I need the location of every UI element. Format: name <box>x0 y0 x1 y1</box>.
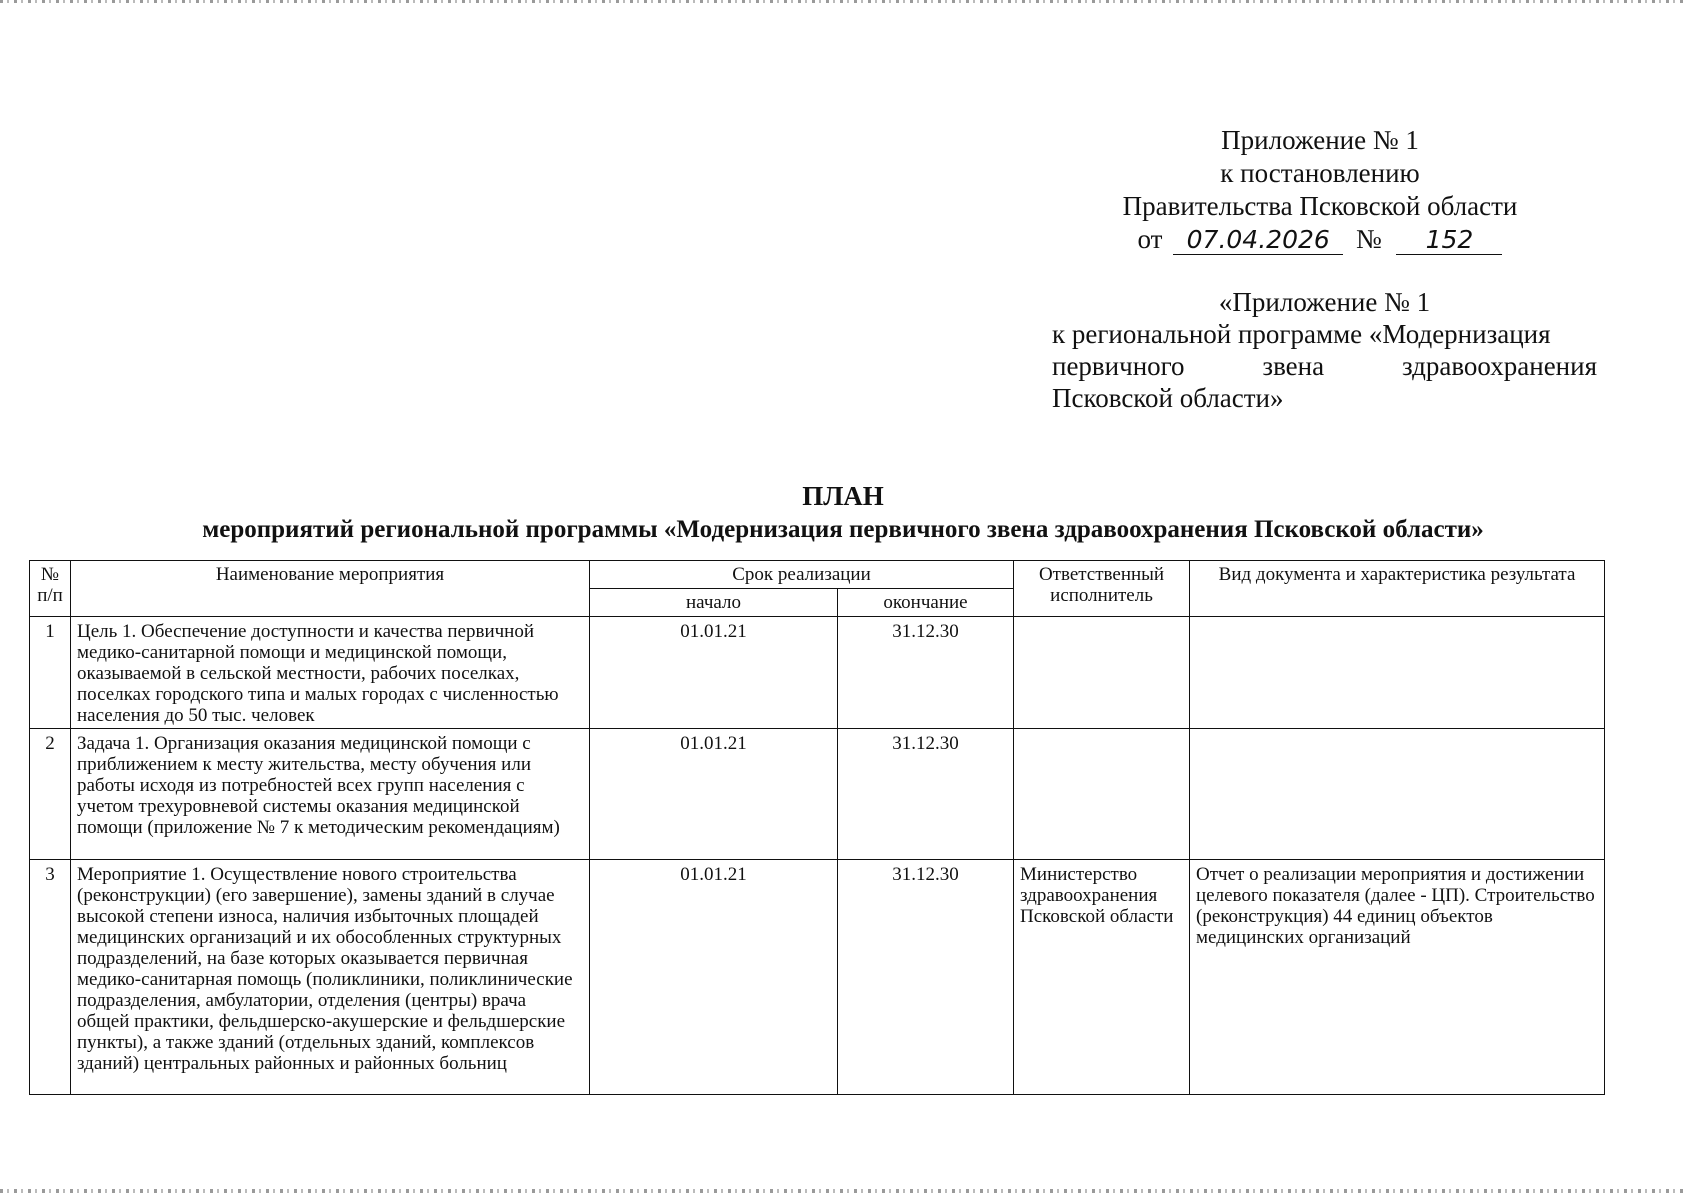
program-ref-word: звена <box>1262 351 1325 381</box>
row-num: 3 <box>30 860 71 1095</box>
handwritten-date: 07.04.2026 <box>1173 226 1343 255</box>
plan-subtitle: мероприятий региональной программы «Модернизация первичного звена здравоохранения Псковской области» <box>202 516 1484 543</box>
row-start: 01.01.21 <box>590 729 838 860</box>
row-result: Отчет о реализации мероприятия и достижении целевого показателя (далее - ЦП). Строительство (реконструкция) 44 единиц объектов медицинских организаций <box>1190 860 1605 1095</box>
approval-date-number-row <box>1090 223 1550 256</box>
header-end: окончание <box>838 589 1014 617</box>
table-row <box>30 617 1605 729</box>
header-period: Срок реализации <box>590 561 1014 589</box>
header-executor: Ответственный исполнитель <box>1014 561 1190 617</box>
row-end: 31.12.30 <box>838 860 1014 1095</box>
row-executor <box>1014 729 1190 860</box>
program-ref-line-4: Псковской области» <box>1052 383 1284 413</box>
row-end: 31.12.30 <box>838 617 1014 729</box>
handwritten-number: 152 <box>1396 226 1502 255</box>
program-ref-line-2: к региональной программе «Модернизация <box>1052 319 1551 349</box>
table-row <box>30 729 1605 860</box>
row-name: Задача 1. Организация оказания медицинской помощи с приближением к месту жительства, месту обучения или работы исходя из потребностей всех групп населения с учетом трехуровневой системы оказания медицинской помощи (приложение № 7 к методическим рекомендациям) <box>71 729 590 860</box>
program-reference-block <box>1052 286 1597 414</box>
program-ref-word: здравоохранения <box>1401 351 1597 381</box>
row-name: Цель 1. Обеспечение доступности и качества первичной медико-санитарной помощи и медицинской помощи, оказываемой в сельской местности, рабочих поселках, поселках городского типа и малых городах с численностью населения до 50 тыс. человек <box>71 617 590 729</box>
table-row <box>30 860 1605 1095</box>
header-start: начало <box>590 589 838 617</box>
program-ref-word: первичного <box>1052 351 1185 381</box>
approval-line-2: к постановлению <box>1220 158 1420 188</box>
row-num: 1 <box>30 617 71 729</box>
approval-block <box>1090 124 1550 256</box>
row-result <box>1190 729 1605 860</box>
program-ref-line-1: «Приложение № 1 <box>1218 287 1431 317</box>
scan-edge-bottom <box>0 1189 1686 1193</box>
plan-table <box>29 560 1605 1095</box>
from-label: от <box>1137 224 1163 254</box>
header-num: № п/п <box>30 561 71 617</box>
plan-title: ПЛАН <box>802 481 884 511</box>
program-ref-line-3 <box>1052 350 1597 382</box>
number-label: № <box>1355 224 1382 254</box>
row-end: 31.12.30 <box>838 729 1014 860</box>
scan-edge-top <box>0 0 1686 3</box>
approval-line-3: Правительства Псковской области <box>1122 191 1518 221</box>
row-result <box>1190 617 1605 729</box>
row-start: 01.01.21 <box>590 860 838 1095</box>
row-num: 2 <box>30 729 71 860</box>
header-result: Вид документа и характеристика результата <box>1190 561 1605 617</box>
row-name: Мероприятие 1. Осуществление нового строительства (реконструкции) (его завершение), замены зданий в случае высокой степени износа, наличия избыточных площадей медицинских организаций и их обособленных структурных подразделений, на базе которых оказывается первичная медико-санитарная помощь (поликлиники, поликлинические подразделения, амбулатории, отделения (центры) врача общей практики, фельдшерско-акушерские и фельдшерские пункты), а также зданий (отдельных зданий, комплексов зданий) центральных районных и районных больниц <box>71 860 590 1095</box>
row-start: 01.01.21 <box>590 617 838 729</box>
row-executor: Министерство здравоохранения Псковской области <box>1014 860 1190 1095</box>
header-name: Наименование мероприятия <box>71 561 590 617</box>
approval-line-1: Приложение № 1 <box>1221 125 1419 155</box>
row-executor <box>1014 617 1190 729</box>
